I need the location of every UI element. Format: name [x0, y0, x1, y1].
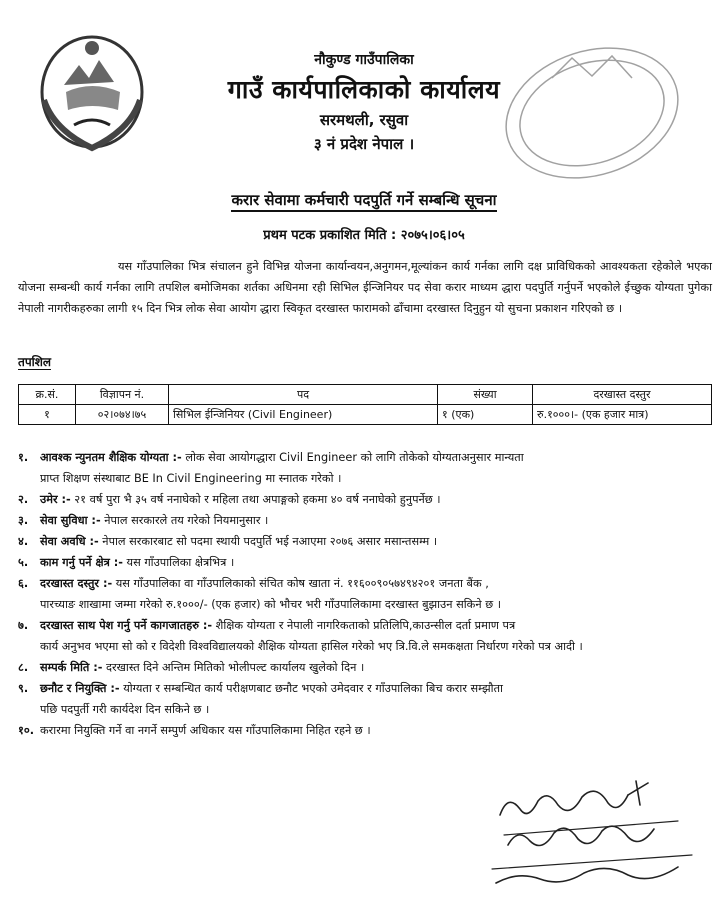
item-continuation: पारच्याङ शाखामा जम्मा गरेको रु.१०००/- (एक हजार) को भौचर भरी गाँउपालिकामा दरखास्त बुझाउन सकिने छ ।: [40, 598, 501, 611]
item-number: ३.: [18, 514, 29, 527]
publication-date: प्रथम पटक प्रकाशित मिति : २०७५।०६।०५: [263, 228, 465, 243]
posts-table: [18, 384, 712, 425]
signature: [478, 775, 708, 900]
item-text: करारमा नियुक्ति गर्ने वा नगर्ने सम्पुर्ण अधिकार यस गाँउपालिकामा निहित रहने छ ।: [40, 724, 371, 737]
table-cell: १ (एक): [438, 405, 533, 425]
item-number: १.: [18, 451, 29, 464]
item-text: नेपाल सरकारबाट सो पदमा स्थायी पदपुर्ति भई नआएमा २०७६ असार मसान्तसम्म ।: [98, 535, 438, 548]
list-item: [18, 552, 712, 573]
item-number: ४.: [18, 535, 29, 548]
item-label: काम गर्नु पर्ने क्षेत्र :-: [40, 556, 123, 569]
item-text: यस गाँउपालिका वा गाँउपालिकाको संचित कोष खाता नं. ११६००९०५७४९४२०१ जनता बैंक ,: [112, 577, 489, 590]
item-label: सम्पर्क मिति :-: [40, 661, 103, 674]
item-number: ७.: [18, 619, 29, 632]
list-item: [18, 720, 712, 741]
item-number: १०.: [18, 724, 35, 737]
intro-paragraph: यस गाँउपालिका भित्र संचालन हुने विभिन्न योजना कार्यान्वयन,अनुगमन,मूल्यांकन कार्य गर्नका लागि दक्ष प्राविधिकको आवश्यकता रहेकोले भएका योजना सम्बन्धी कार्य गर्नका लागि तपशिल बमोजिमका शर्तका अधिनमा रही सिभिल ईन्जिनियर पद सेवा करार माध्यम द्धारा पदपुर्ति गर्नुपर्ने भएकोले ईच्छुक योग्यता पुगेका नेपाली नागरीकहरुका लागी १५ दिन भित्र लोक सेवा आयोग द्धारा स्विकृत दरखास्त फारामको ढाँचामा दरखास्त दिनुहुन यो सुचना प्रकाशन गरिएको छ ।: [18, 260, 712, 315]
item-label: सेवा अवधि :-: [40, 535, 99, 548]
office-title: गाउँ कार्यपालिकाको कार्यालय: [227, 75, 501, 104]
table-header-cell: विज्ञापन नं.: [76, 385, 169, 405]
table-cell: रु.१०००।- (एक हजार मात्र): [533, 405, 712, 425]
office-location: सरमथली, रसुवा: [319, 111, 409, 129]
table-cell: ०२।०७४।७५: [76, 405, 169, 425]
table-header-row: [19, 385, 712, 405]
schedule-label: [18, 353, 51, 370]
table-header-cell: क्र.सं.: [19, 385, 76, 405]
item-number: ६.: [18, 577, 29, 590]
item-text: शैक्षिक योग्यता र नेपाली नागरिकताको प्रतिलिपि,काउन्सील दर्ता प्रमाण पत्र: [212, 619, 516, 632]
schedule-label-text: तपशिल: [18, 355, 52, 369]
table-header-cell: पद: [169, 385, 438, 405]
item-label: दरखास्त दस्तुर :-: [40, 577, 113, 590]
table-header-cell: दरखास्त दस्तुर: [533, 385, 712, 405]
list-item: [18, 510, 712, 531]
item-text: यस गाँउपालिका क्षेत्रभित्र ।: [122, 556, 235, 569]
list-item: [18, 615, 712, 657]
list-item: [18, 489, 712, 510]
list-item: [18, 447, 712, 489]
item-label: दरखास्त साथ पेश गर्नु पर्ने कागजातहरु :-: [40, 619, 213, 632]
item-text: नेपाल सरकारले तय गरेको नियमानुसार ।: [100, 514, 269, 527]
organization-name: नौकुण्ड गाउँपालिका: [314, 52, 414, 68]
list-item: [18, 531, 712, 552]
item-continuation: पछि पदपुर्ती गरी कार्यदेश दिन सकिने छ ।: [40, 703, 210, 716]
item-text: योग्यता र सम्बन्धित कार्य परीक्षणबाट छनौट भएको उमेदवार र गाँउपालिका बिच करार सम्झौता: [119, 682, 503, 695]
item-label: छनौट र नियुक्ति :-: [40, 682, 120, 695]
item-continuation: प्राप्त शिक्षण संस्थाबाट BE In Civil Engineering मा स्नातक गरेको ।: [40, 472, 342, 485]
list-item: [18, 573, 712, 615]
notice-title: [0, 190, 728, 210]
item-number: ५.: [18, 556, 29, 569]
item-number: २.: [18, 493, 29, 506]
list-item: [18, 678, 712, 720]
notice-title-text: करार सेवामा कर्मचारी पदपुर्ति गर्ने सम्बन्धि सूचना: [231, 191, 496, 212]
province-line: ३ नं प्रदेश नेपाल ।: [313, 135, 415, 153]
table-row: [19, 405, 712, 425]
item-text: दरखास्त दिने अन्तिम मितिको भोलीपल्ट कार्यालय खुलेको दिन ।: [102, 661, 365, 674]
item-label: उमेर :-: [40, 493, 71, 506]
item-label: सेवा सुविधा :-: [40, 514, 101, 527]
item-number: ८.: [18, 661, 29, 674]
table-cell: सिभिल ईन्जिनियर (Civil Engineer): [169, 405, 438, 425]
item-continuation: कार्य अनुभव भएमा सो को र विदेशी विश्वविद्यालयको शैक्षिक योग्यता हासिल गरेको भए त्रि.वि.ले समकक्षता निर्धारण गरेको पत्र आदी ।: [40, 640, 583, 653]
conditions-list: [18, 447, 712, 741]
item-text: लोक सेवा आयोगद्धारा Civil Engineer को लागि तोकेको योग्यताअनुसार मान्यता: [181, 451, 524, 464]
item-label: आवश्क न्युनतम शैक्षिक योग्यता :-: [40, 451, 182, 464]
table-header-cell: संख्या: [438, 385, 533, 405]
item-number: ९.: [18, 682, 29, 695]
table-cell: १: [19, 405, 76, 425]
item-text: २१ वर्ष पुरा भै ३५ वर्ष ननाघेको र महिला तथा अपाङ्गको हकमा ४० वर्ष ननाघेको हुनुपर्नेछ ।: [70, 493, 441, 506]
list-item: [18, 657, 712, 678]
